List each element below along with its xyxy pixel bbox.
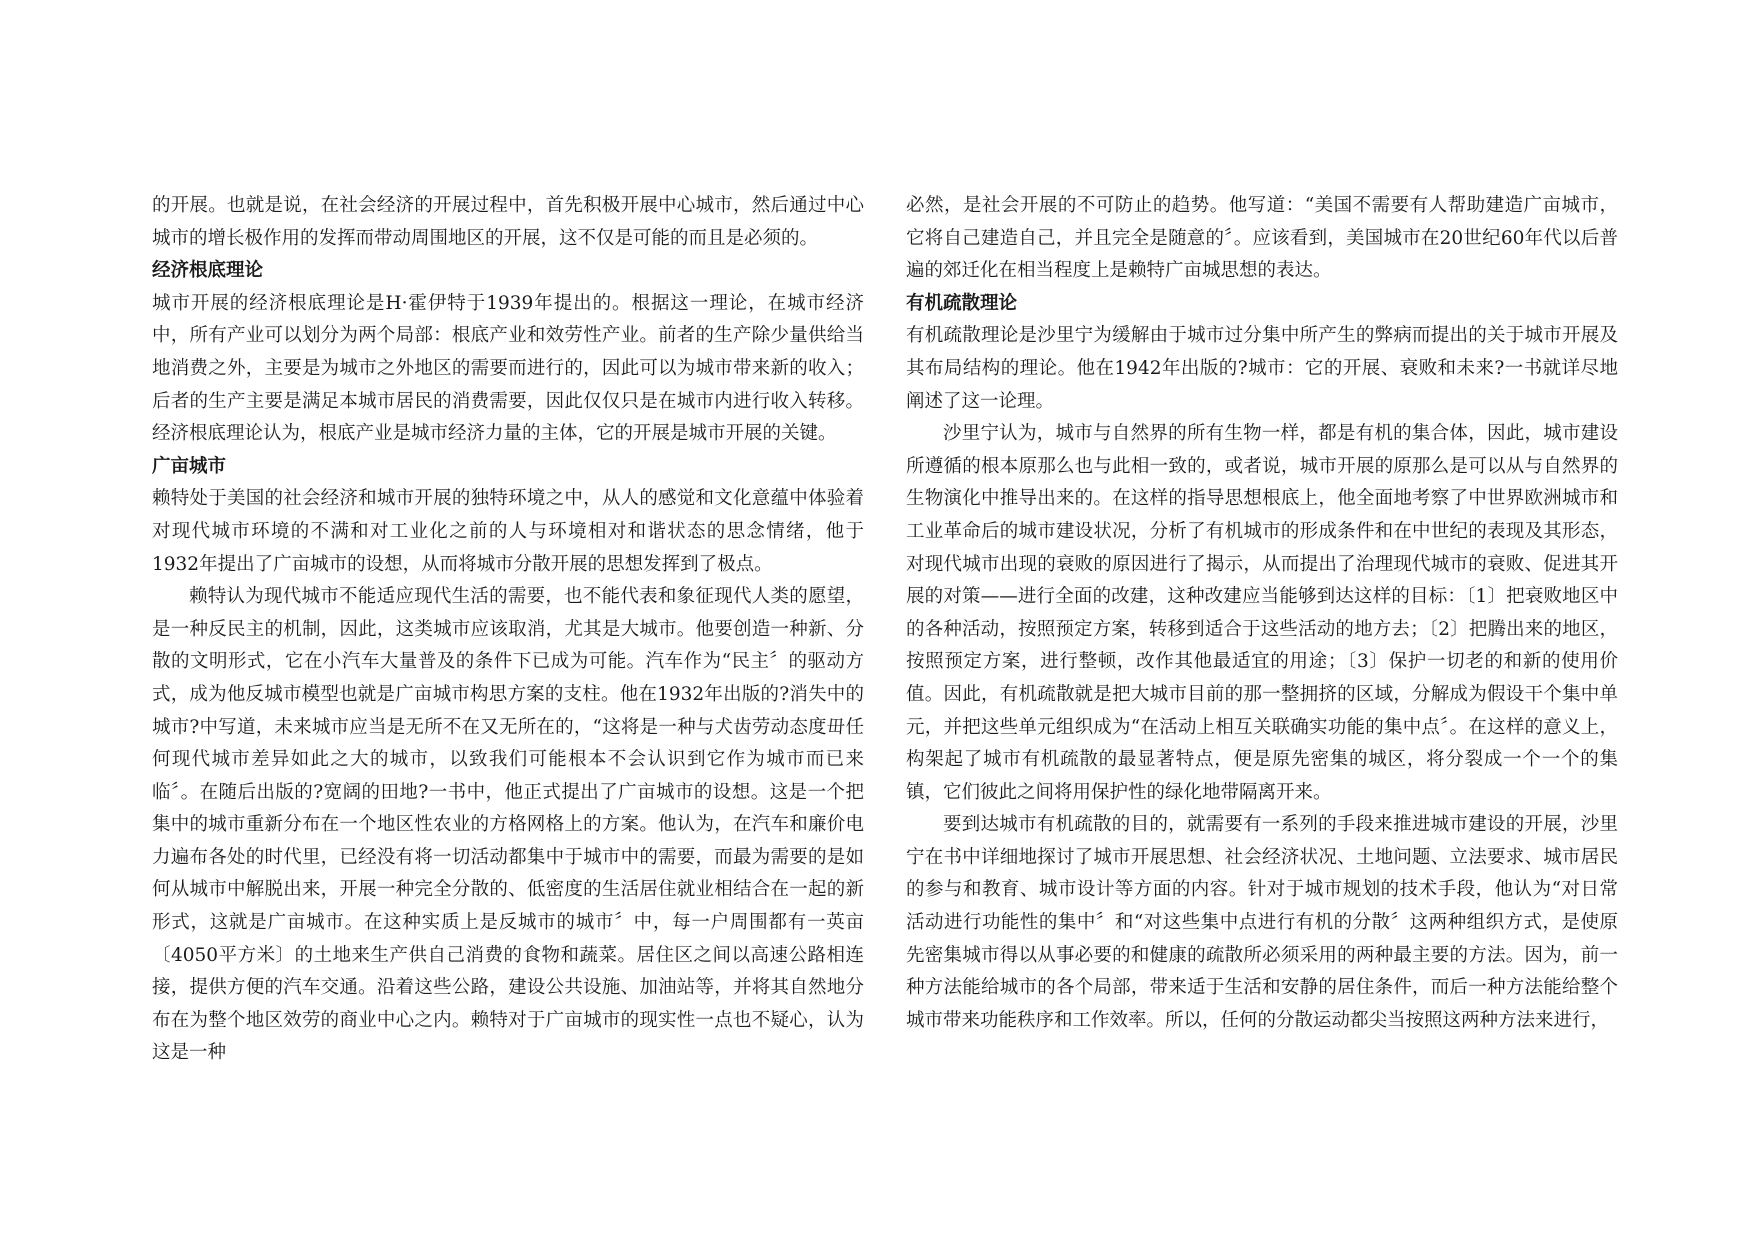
paragraph: 沙里宁认为，城市与自然界的所有生物一样，都是有机的集合体，因此，城市建设所遵循的根本原那么也与此相一致的，或者说，城市开展的原那么是可以从与自然界的生物演化中推导出来的。在这样的指导思想根底上，他全面地考察了中世界欧洲城市和工业革命后的城市建设状况，分析了有机城市的形成条件和在中世纪的表现及其形态，对现代城市出现的衰败的原因进行了揭示，从而提出了治理现代城市的衰败、促进其开展的对策——进行全面的改建，这种改建应当能够到达这样的目标：〔1〕把衰败地区中的各种活动，按照预定方案，转移到适合于这些活动的地方去；〔2〕把腾出来的地区，按照预定方案，进行整顿，改作其他最适宜的用途；〔3〕保护一切老的和新的使用价值。因此，有机疏散就是把大城市目前的那一整拥挤的区域，分解成为假设干个集中单元，并把这些单元组织成为“在活动上相互关联确实功能的集中点〞。在这样的意义上，构架起了城市有机疏散的最显著特点，便是原先密集的城区，将分裂成一个一个的集镇，它们彼此之间将用保护性的绿化地带隔离开来。 <box>906 423 1618 803</box>
left-text-column <box>152 190 864 1070</box>
section-heading-economic-base-theory: 经济根底理论 <box>152 260 264 282</box>
paragraph: 必然，是社会开展的不可防止的趋势。他写道：“美国不需要有人帮助建造广亩城市，它将自己建造自己，并且完全是随意的〞。应该看到，美国城市在20世纪60年代以后普遍的郊迁化在相当程度上是赖特广亩城思想的表达。 <box>906 195 1618 282</box>
right-text-column <box>906 190 1618 1037</box>
paragraph: 赖特处于美国的社会经济和城市开展的独特环境之中，从人的感觉和文化意蕴中体验着对现代城市环境的不满和对工业化之前的人与环境相对和谐状态的思念情绪，他于1932年提出了广亩城市的设想，从而将城市分散开展的思想发挥到了极点。 <box>152 488 864 575</box>
paragraph: 有机疏散理论是沙里宁为缓解由于城市过分集中所产生的弊病而提出的关于城市开展及其布局结构的理论。他在1942年出版的?城市：它的开展、衰败和未来?一书就详尽地阐述了这一论理。 <box>906 325 1618 412</box>
paragraph: 赖特认为现代城市不能适应现代生活的需要，也不能代表和象征现代人类的愿望，是一种反民主的机制，因此，这类城市应该取消，尤其是大城市。他要创造一种新、分散的文明形式，它在小汽车大量普及的条件下已成为可能。汽车作为“民主〞的驱动方式，成为他反城市模型也就是广亩城市构思方案的支柱。他在1932年出版的?消失中的城市?中写道，未来城市应当是无所不在又无所在的，“这将是一种与犬齿劳动态度毌任何现代城市差异如此之大的城市，以致我们可能根本不会认识到它作为城市而已来临〞。在随后出版的?宽阔的田地?一书中，他正式提出了广亩城市的设想。这是一个把集中的城市重新分布在一个地区性农业的方格网格上的方案。他认为，在汽车和廉价电力遍布各处的时代里，已经没有将一切活动都集中于城市中的需要，而最为需要的是如何从城市中解脱出来，开展一种完全分散的、低密度的生活居住就业相结合在一起的新形式，这就是广亩城市。在这种实质上是反城市的城市〞中，每一户周围都有一英亩〔4050平方米〕的土地来生产供自己消费的食物和蔬菜。居住区之间以高速公路相连接，提供方便的汽车交通。沿着这些公路，建设公共设施、加油站等，并将其自然地分布在为整个地区效劳的商业中心之内。赖特对于广亩城市的现实性一点也不疑心，认为这是一种 <box>152 586 864 1064</box>
paragraph: 要到达城市有机疏散的目的，就需要有一系列的手段来推进城市建设的开展，沙里宁在书中详细地探讨了城市开展思想、社会经济状况、土地问题、立法要求、城市居民的参与和教育、城市设计等方面的内容。针对于城市规划的技术手段，他认为“对日常活动进行功能性的集中〞和“对这些集中点进行有机的分散〞这两种组织方式，是使原先密集城市得以从事必要的和健康的疏散所必须采用的两种最主要的方法。因为，前一种方法能给城市的各个局部，带来适于生活和安静的居住条件，而后一种方法能给整个城市带来功能秩序和工作效率。所以，任何的分散运动都尖当按照这两种方法来进行， <box>906 814 1618 1031</box>
paragraph: 城市开展的经济根底理论是H·霍伊特于1939年提出的。根据这一理论，在城市经济中，所有产业可以划分为两个局部：根底产业和效劳性产业。前者的生产除少量供给当地消费之外，主要是为城市之外地区的需要而进行的，因此可以为城市带来新的收入；后者的生产主要是满足本城市居民的消费需要，因此仅仅只是在城市内进行收入转移。经济根底理论认为，根底产业是城市经济力量的主体，它的开展是城市开展的关键。 <box>152 292 864 445</box>
section-heading-organic-decentralization-theory: 有机疏散理论 <box>906 292 1018 314</box>
paragraph: 的开展。也就是说，在社会经济的开展过程中，首先积极开展中心城市，然后通过中心城市的增长极作用的发挥而带动周围地区的开展，这不仅是可能的而且是必须的。 <box>152 195 864 249</box>
section-heading-broadacre-city: 广亩城市 <box>152 455 227 477</box>
